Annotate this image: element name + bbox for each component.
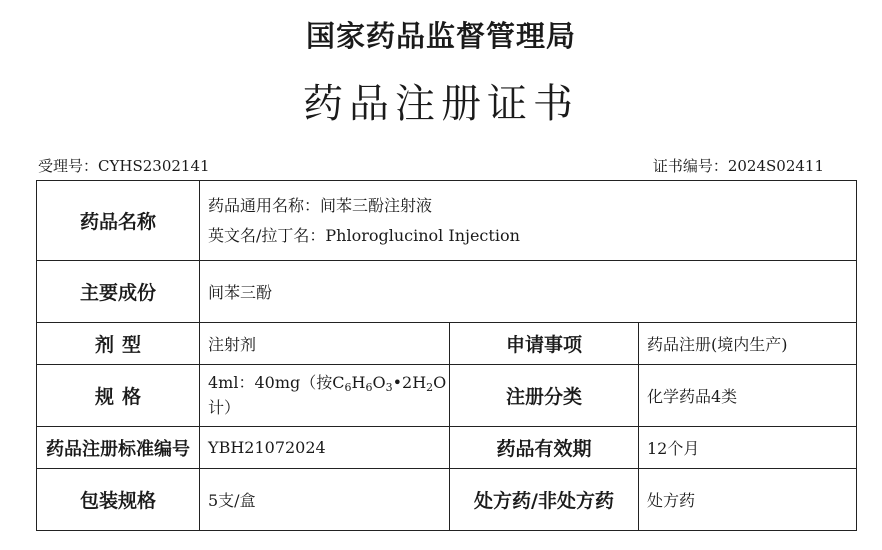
acceptance-number: 受理号：CYHS2302141 <box>38 157 210 175</box>
spec-main-3: •2H <box>392 373 427 392</box>
drug-name-cell <box>200 181 857 261</box>
registration-class-label: 注册分类 <box>450 365 639 427</box>
drug-name-label: 药品名称 <box>37 181 200 261</box>
spec-sub-1: 6 <box>344 381 352 394</box>
spec-sub-3: 3 <box>385 381 393 394</box>
document-title: 药品注册证书 <box>303 81 579 127</box>
rx-value: 处方药 <box>639 469 857 531</box>
spec-label <box>37 365 200 427</box>
spec-value <box>200 365 450 427</box>
dosage-form-label <box>37 323 200 365</box>
spec-prefix: 4ml：40mg（按C <box>208 373 345 392</box>
row-dosage-form <box>37 323 857 365</box>
ingredient-label: 主要成份 <box>37 261 200 323</box>
dosage-form-label-char-2: 型 <box>121 334 141 356</box>
application-value: 药品注册(境内生产) <box>639 323 857 365</box>
registration-class-value: 化学药品4类 <box>639 365 857 427</box>
packaging-value: 5支/盒 <box>200 469 450 531</box>
row-specification <box>37 365 857 427</box>
row-packaging <box>37 469 857 531</box>
spec-main-4: O <box>433 373 447 392</box>
row-ingredient <box>37 261 857 323</box>
spec-sub-4: 2 <box>426 381 434 394</box>
rx-label: 处方药/非处方药 <box>450 469 639 531</box>
generic-name: 药品通用名称：间苯三酚注射液 <box>208 195 433 215</box>
certificate-number: 证书编号：2024S02411 <box>652 157 824 175</box>
spec-main-1: H <box>351 373 366 392</box>
english-name: 英文名/拉丁名：Phloroglucinol Injection <box>208 225 520 245</box>
row-standard-number <box>37 427 857 469</box>
row-drug-name <box>37 181 857 261</box>
spec-main-2: O <box>372 373 386 392</box>
spec-sub-2: 6 <box>365 381 373 394</box>
spec-label-char-1: 规 <box>95 386 115 408</box>
packaging-label: 包装规格 <box>37 469 200 531</box>
spec-line-2: 计） <box>208 398 241 417</box>
dosage-form-label-char-1: 剂 <box>95 334 115 356</box>
registration-table <box>36 180 857 531</box>
validity-value: 12个月 <box>639 427 857 469</box>
spec-label-char-2: 格 <box>121 386 141 408</box>
ingredient-value: 间苯三酚 <box>200 261 857 323</box>
issuing-agency: 国家药品监督管理局 <box>305 19 576 53</box>
standard-no-label: 药品注册标准编号 <box>37 427 200 469</box>
dosage-form-value: 注射剂 <box>200 323 450 365</box>
standard-no-value: YBH21072024 <box>200 427 450 469</box>
application-label: 申请事项 <box>450 323 639 365</box>
validity-label: 药品有效期 <box>450 427 639 469</box>
